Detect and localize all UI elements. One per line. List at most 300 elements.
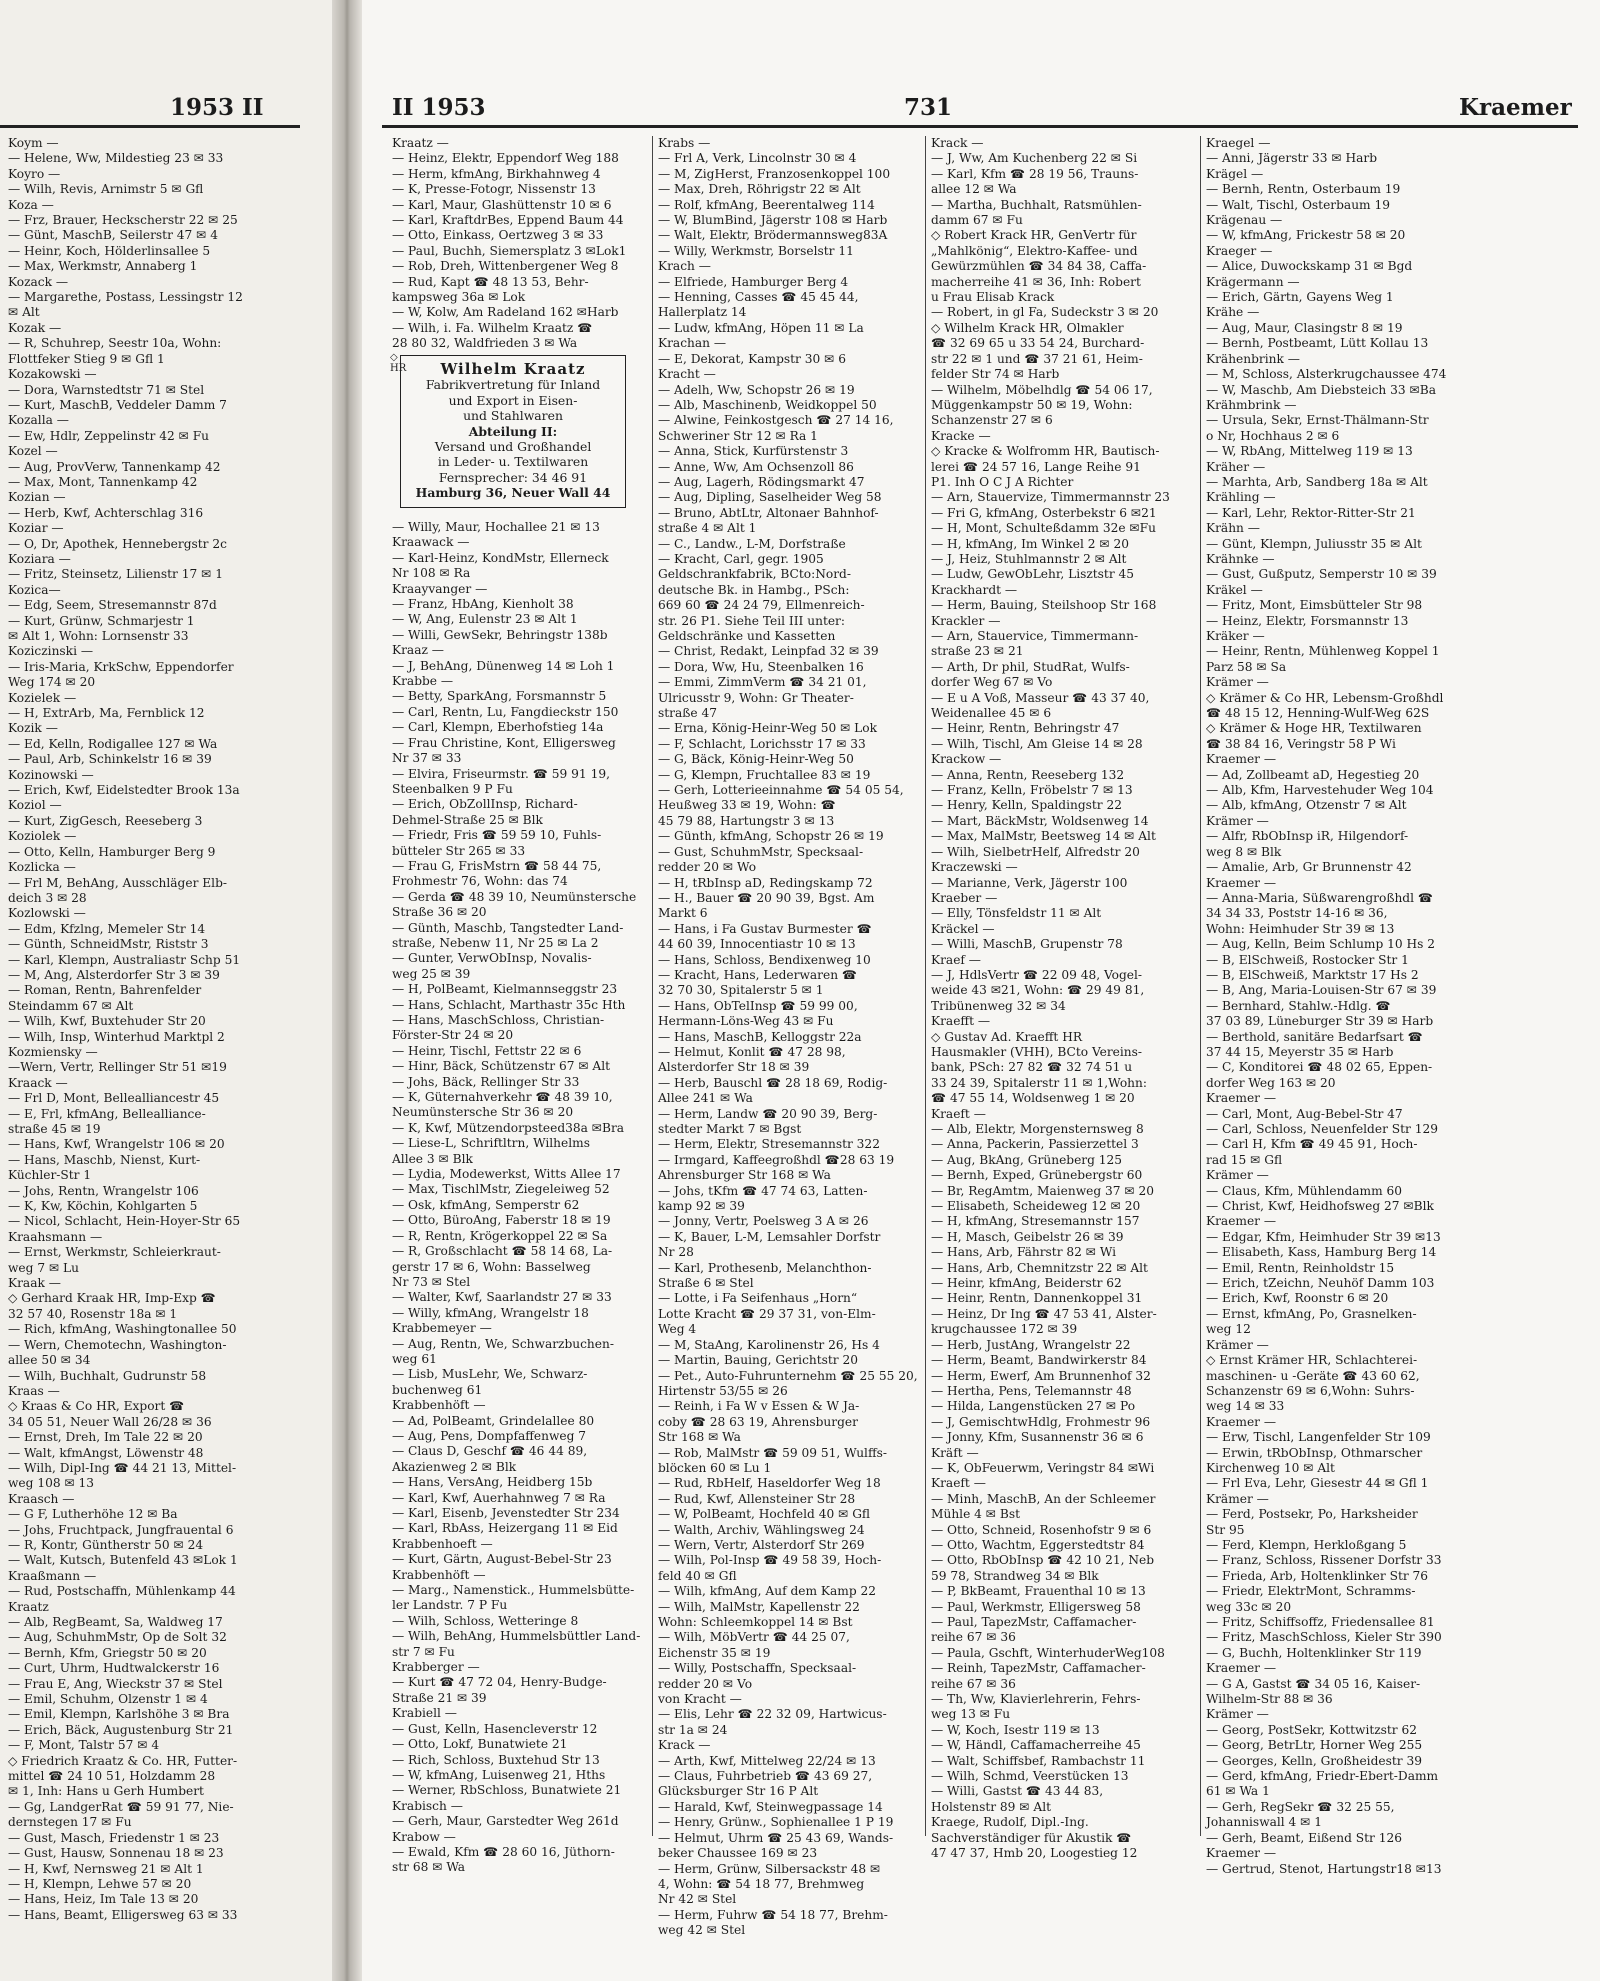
directory-entry: straße 4 ✉ Alt 1 (658, 521, 757, 536)
directory-entry: bank, PSch: 27 82 ☎ 32 74 51 u (931, 1060, 1133, 1075)
directory-entry: Kräckel — (931, 921, 995, 936)
directory-entry: — Friedr, Fris ☎ 59 59 10, Fuhls- (392, 828, 602, 843)
directory-entry: — J, BehAng, Dünenweg 14 ✉ Loh 1 (392, 658, 615, 673)
directory-entry: ler Landstr. 7 P Fu (392, 1598, 508, 1613)
directory-entry: weg 13 ✉ Fu (931, 1707, 1011, 1722)
directory-entry: — Gertrud, Stenot, Hartungstr18 ✉13 (1206, 1861, 1442, 1876)
directory-entry: dernstegen 17 ✉ Fu (8, 1815, 132, 1830)
directory-entry: — Max, MalMstr, Beetsweg 14 ✉ Alt (931, 829, 1156, 844)
directory-entry: Flottfeker Stieg 9 ✉ Gfl 1 (8, 351, 165, 366)
directory-entry: 33 24 39, Spitalerstr 11 ✉ 1,Wohn: (931, 1075, 1147, 1090)
directory-entry: — Emil, Schuhm, Olzenstr 1 ✉ 4 (8, 1692, 208, 1707)
directory-entry: Kraeft — (931, 1106, 986, 1121)
directory-entry: Kozak — (8, 320, 62, 335)
directory-entry: — Gust, Masch, Friedenstr 1 ✉ 23 (8, 1830, 220, 1845)
directory-entry: beker Chaussee 169 ✉ 23 (658, 1846, 818, 1861)
directory-entry: — Walt, Tischl, Osterbaum 19 (1206, 197, 1390, 212)
directory-entry: — Ernst, Dreh, Im Tale 22 ✉ 20 (8, 1430, 203, 1445)
directory-entry: — G F, Lutherhöhe 12 ✉ Ba (8, 1507, 178, 1522)
directory-entry: — Rud, Kapt ☎ 48 13 53, Behr- (392, 274, 589, 289)
directory-entry: — Helmut, Konlit ☎ 47 28 98, (658, 1044, 846, 1059)
directory-entry: — Gerh, Beamt, Eißend Str 126 (1206, 1830, 1402, 1845)
directory-entry: — W, BlumBind, Jägerstr 108 ✉ Harb (658, 213, 888, 228)
directory-entry: — Herm, Elektr, Stresemannstr 322 (658, 1137, 880, 1152)
directory-entry: Kozinowski — (8, 767, 94, 782)
directory-entry: — Willy, Werkmstr, Borselstr 11 (658, 243, 854, 258)
directory-entry: — Heinr, Tischl, Fettstr 22 ✉ 6 (392, 1043, 582, 1058)
directory-entry: Koym — (8, 136, 59, 150)
directory-entry: — Reinh, TapezMstr, Caffamacher- (931, 1661, 1146, 1676)
directory-entry: — Otto, Kelln, Hamburger Berg 9 (8, 844, 216, 859)
directory-entry: — Wern, Vertr, Alsterdorf Str 269 (658, 1537, 865, 1552)
directory-entry: — Paul, Buchh, Siemersplatz 3 ✉Lok1 (392, 243, 627, 258)
directory-entry: Weg 4 (658, 1322, 697, 1337)
directory-entry: — Hinr, Bäck, Schützenstr 67 ✉ Alt (392, 1059, 611, 1074)
ad-line-1: Fabrikvertretung für Inland (425, 377, 601, 393)
directory-entry: — Hans, Arb, Chemnitzstr 22 ✉ Alt (931, 1260, 1148, 1275)
directory-entry: — Liese-L, Schriftltrn, Wilhelms (392, 1136, 590, 1151)
directory-entry: Steenbalken 9 P Fu (392, 781, 513, 796)
directory-entry: ◇ Robert Krack HR, GenVertr für (931, 228, 1137, 243)
directory-entry: str 1a ✉ 24 (658, 1722, 728, 1737)
directory-entry: buchenweg 61 (392, 1382, 483, 1397)
column-1-top (392, 136, 682, 351)
directory-entry: Markt 6 (658, 906, 708, 921)
kraatz-advertisement (400, 355, 626, 508)
directory-entry: — Rich, Schloss, Buxtehud Str 13 (392, 1752, 600, 1767)
page-number: 731 (904, 94, 953, 121)
directory-entry: straße 45 ✉ 19 (8, 1122, 101, 1136)
directory-entry: — Max, Werkmstr, Annaberg 1 (8, 259, 198, 274)
directory-entry: — Helmut, Uhrm ☎ 25 43 69, Wands- (658, 1830, 894, 1845)
directory-entry: — Wilh, MöbVertr ☎ 44 25 07, (658, 1630, 850, 1645)
directory-entry: — Heinz, Elektr, Forsmannstr 13 (1206, 613, 1409, 628)
directory-entry: — Henning, Casses ☎ 45 45 44, (658, 290, 859, 305)
directory-entry: — Ewald, Kfm ☎ 28 60 16, Jüthorn- (392, 1844, 615, 1859)
directory-entry: von Kracht — (658, 1692, 742, 1707)
directory-entry: Krämer — (1206, 1168, 1269, 1183)
directory-entry: Kraasch — (8, 1491, 75, 1506)
directory-entry: — G A, Gastst ☎ 34 05 16, Kaiser- (1206, 1676, 1421, 1691)
directory-entry: Str 95 (1206, 1522, 1245, 1537)
directory-entry: — M, ZigHerst, Franzosenkoppel 100 (658, 166, 891, 181)
directory-entry: — Ew, Hdlr, Zeppelinstr 42 ✉ Fu (8, 428, 210, 443)
directory-entry: — Willi, Gastst ☎ 43 44 83, (931, 1784, 1104, 1799)
directory-entry: — M, StaAng, Karolinenstr 26, Hs 4 (658, 1337, 880, 1352)
directory-entry: — Gust, Kelln, Hasencleverstr 12 (392, 1721, 598, 1736)
directory-entry: — Karl, Maur, Glashüttenstr 10 ✉ 6 (392, 197, 612, 212)
directory-entry: straße 47 (658, 706, 717, 721)
directory-entry: Neumünstersche Str 36 ✉ 20 (392, 1105, 574, 1120)
directory-entry: — R, Rentn, Krögerkoppel 22 ✉ Sa (392, 1228, 608, 1243)
directory-entry: — M, Schloss, Alsterkrugchaussee 474 (1206, 367, 1447, 382)
directory-entry: — Fritz, Mont, Eimsbütteler Str 98 (1206, 598, 1423, 613)
directory-entry: — Erich, Gärtn, Gayens Weg 1 (1206, 290, 1394, 305)
directory-entry: — Claus, Fuhrbetrieb ☎ 43 69 27, (658, 1769, 873, 1784)
directory-entry: Holstenstr 89 ✉ Alt (931, 1799, 1051, 1814)
directory-entry: Kraegel — (1206, 136, 1271, 150)
directory-entry: Kraahsmann — (8, 1229, 103, 1244)
directory-entry: Kozlowski — (8, 906, 86, 921)
directory-entry: Hallerplatz 14 (658, 305, 747, 320)
directory-entry: Mühle 4 ✉ Bst (931, 1507, 1020, 1522)
directory-entry: — Hans, Schlacht, Marthastr 35c Hth (392, 997, 626, 1012)
directory-entry: — Johs, Fruchtpack, Jungfrauental 6 (8, 1522, 234, 1537)
directory-entry: Kraemer — (1206, 1214, 1277, 1229)
directory-entry: — K, ObFeuerwm, Veringstr 84 ✉Wi (931, 1460, 1155, 1475)
directory-entry: — Georg, PostSekr, Kottwitzstr 62 (1206, 1722, 1418, 1737)
directory-entry: — Claus D, Geschf ☎ 46 44 89, (392, 1444, 588, 1459)
directory-entry: — Franz, Kelln, Fröbelstr 7 ✉ 13 (931, 783, 1133, 798)
directory-entry: damm 67 ✉ Fu (931, 213, 1023, 228)
directory-entry: — Wilh, Schloss, Wetteringe 8 (392, 1613, 579, 1628)
directory-entry: — Heinr, kfmAng, Beiderstr 62 (931, 1276, 1122, 1291)
directory-entry: kamp 92 ✉ 39 (658, 1199, 745, 1214)
directory-entry: — Edm, Kfzlng, Memeler Str 14 (8, 921, 206, 936)
directory-entry: — Willy, kfmAng, Wrangelstr 18 (392, 1305, 589, 1320)
directory-entry: — Karl, RbAss, Heizergang 11 ✉ Eid (392, 1521, 618, 1536)
directory-entry: — Th, Ww, Klavierlehrerin, Fehrs- (931, 1692, 1141, 1707)
directory-entry: — Br, RegAmtm, Maienweg 37 ✉ 20 (931, 1183, 1155, 1198)
directory-entry: — Karl, Kwf, Auerhahnweg 7 ✉ Ra (392, 1490, 606, 1505)
directory-entry: ✉ Alt 1, Wohn: Lornsenstr 33 (8, 629, 189, 643)
directory-entry: — Reinh, i Fa W v Essen & W Ja- (658, 1399, 860, 1414)
directory-entry: ☎ 48 15 12, Henning-Wulf-Weg 62S (1206, 706, 1430, 721)
directory-entry: Krabberger — (392, 1660, 480, 1675)
directory-entry: Krähmbrink — (1206, 397, 1297, 412)
directory-entry: — Aug, Dipling, Saselheider Weg 58 (658, 490, 882, 505)
directory-entry: rad 15 ✉ Gfl (1206, 1152, 1283, 1167)
directory-entry: — Willy, Postschaffn, Specksaal- (658, 1661, 857, 1676)
directory-entry: — Elfriede, Hamburger Berg 4 (658, 274, 849, 289)
directory-entry: — Martha, Buchhalt, Ratsmühlen- (931, 197, 1142, 212)
directory-entry: — Margarethe, Postass, Lessingstr 12 (8, 290, 243, 305)
directory-entry: — Elisabeth, Kass, Hamburg Berg 14 (1206, 1245, 1437, 1260)
directory-entry: weg 108 ✉ 13 (8, 1476, 95, 1491)
directory-entry: — C, Konditorei ☎ 48 02 65, Eppen- (1206, 1060, 1433, 1075)
left-header-rule (0, 125, 300, 128)
directory-entry: — Rud, RbHelf, Haseldorfer Weg 18 (658, 1476, 881, 1491)
directory-entry: — Kurt, ZigGesch, Reeseberg 3 (8, 813, 203, 828)
directory-entry: — Helene, Ww, Mildestieg 23 ✉ 33 (8, 151, 224, 166)
right-header-rule (382, 125, 1578, 128)
directory-entry: dorfer Weg 163 ✉ 20 (1206, 1075, 1336, 1090)
directory-entry: weg 25 ✉ 39 (392, 966, 471, 981)
directory-entry: Schanzenstr 27 ✉ 6 (931, 413, 1053, 428)
directory-entry: — G, Buchh, Holtenklinker Str 119 (1206, 1645, 1422, 1660)
directory-entry: — Karl, KraftdrBes, Eppend Baum 44 (392, 213, 624, 228)
directory-entry: — Rob, MalMstr ☎ 59 09 51, Wulffs- (658, 1445, 887, 1460)
directory-entry: Kraczewski — (931, 860, 1018, 875)
directory-entry: Krabbenhöft — (392, 1398, 486, 1413)
directory-entry: weg 61 (392, 1351, 437, 1366)
directory-entry: — Wilh, Schmd, Veerstücken 13 (931, 1769, 1129, 1784)
directory-entry: — Erich, Bäck, Augustenburg Str 21 (8, 1722, 234, 1737)
directory-entry: — Rich, kfmAng, Washingtonallee 50 (8, 1322, 237, 1337)
directory-entry: Weidenallee 45 ✉ 6 (931, 706, 1052, 721)
directory-entry: — Arn, Stauervice, Timmermann- (931, 629, 1139, 643)
directory-entry: — Minh, MaschB, An der Schleemer (931, 1491, 1156, 1506)
directory-entry: — O, Dr, Apothek, Hennebergstr 2c (8, 536, 227, 551)
directory-entry: Kräkel — (1206, 582, 1263, 597)
directory-entry: — Herb, Bauschl ☎ 28 18 69, Rodig- (658, 1075, 888, 1090)
directory-entry: — Frl A, Verk, Lincolnstr 30 ✉ 4 (658, 151, 857, 166)
directory-entry: — Lotte, i Fa Seifenhaus „Horn“ (658, 1291, 858, 1306)
directory-entry: — H, Kwf, Nernsweg 21 ✉ Alt 1 (8, 1861, 204, 1876)
directory-entry: — Alb, Elektr, Morgensternsweg 8 (931, 1122, 1144, 1136)
directory-entry: Kraemer — (1206, 875, 1277, 890)
directory-entry: — Willi, MaschB, Grupenstr 78 (931, 937, 1123, 952)
directory-entry: Kräft — (931, 1445, 979, 1460)
directory-entry: — Amalie, Arb, Gr Brunnenstr 42 (1206, 860, 1412, 875)
directory-entry: — Arth, Dr phil, StudRat, Wulfs- (931, 659, 1130, 674)
directory-entry: 28 80 32, Waldfrieden 3 ✉ Wa (392, 336, 578, 351)
directory-entry: 37 44 15, Meyerstr 35 ✉ Harb (1206, 1044, 1394, 1059)
directory-entry: — Anni, Jägerstr 33 ✉ Harb (1206, 151, 1378, 166)
directory-entry: — Lydia, Modewerkst, Witts Allee 17 (392, 1167, 621, 1182)
directory-entry: — Ad, Zollbeamt aD, Hegestieg 20 (1206, 767, 1420, 782)
directory-entry: — Gerda ☎ 48 39 10, Neumünstersche (392, 889, 637, 904)
directory-entry: reihe 67 ✉ 36 (931, 1630, 1016, 1645)
directory-entry: Krämer — (1206, 1707, 1269, 1722)
directory-entry: ◇ Kracke & Wolfromm HR, Bautisch- (931, 444, 1160, 459)
directory-entry: Krabs — (658, 136, 711, 150)
directory-entry: — Arn, Stauervize, Timmermannstr 23 (931, 490, 1170, 505)
directory-entry: Kozmiensky — (8, 1044, 98, 1059)
directory-entry: — Gust, Hausw, Sonnenau 18 ✉ 23 (8, 1846, 224, 1861)
directory-entry: allee 50 ✉ 34 (8, 1353, 91, 1368)
directory-entry: — Gust, SchuhmMstr, Specksaal- (658, 844, 864, 859)
directory-entry: coby ☎ 28 63 19, Ahrensburger (658, 1414, 858, 1429)
directory-entry: — H, kfmAng, Im Winkel 2 ✉ 20 (931, 536, 1129, 551)
directory-entry: — Heinr, Koch, Hölderlinsallee 5 (8, 243, 211, 258)
directory-entry: Ahrensburger Str 168 ✉ Wa (658, 1168, 831, 1183)
directory-entry: — Frz, Brauer, Heckscherstr 22 ✉ 25 (8, 213, 238, 228)
directory-entry: — Aug, Kelln, Beim Schlump 10 Hs 2 (1206, 937, 1436, 952)
directory-entry: mittel ☎ 24 10 51, Holzdamm 28 (8, 1769, 216, 1784)
directory-entry: — B, ElSchweiß, Rostocker Str 1 (1206, 952, 1409, 967)
directory-entry: Nr 42 ✉ Stel (658, 1892, 737, 1907)
directory-entry: — Gerh, Maur, Garstedter Weg 261d (392, 1814, 619, 1829)
directory-entry: redder 20 ✉ Vo (658, 1676, 753, 1691)
directory-entry: — Heinz, Elektr, Eppendorf Weg 188 (392, 151, 619, 166)
directory-entry: — Alfr, RbObInsp iR, Hilgendorf- (1206, 829, 1409, 844)
directory-entry: Kräker — (1206, 629, 1265, 643)
directory-entry: — Pet., Auto-Fuhrunternehm ☎ 25 55 20, (658, 1368, 918, 1383)
directory-entry: Koza — (8, 197, 54, 212)
directory-entry: — W, RbAng, Mittelweg 119 ✉ 13 (1206, 444, 1413, 459)
directory-entry: —Wern, Vertr, Rellinger Str 51 ✉19 (8, 1060, 227, 1075)
directory-entry: Sachverständiger für Akustik ☎ (931, 1830, 1132, 1845)
directory-entry: Krabiell — (392, 1706, 457, 1721)
directory-entry: Johanniswall 4 ✉ 1 (1206, 1815, 1323, 1830)
directory-entry: — Ursula, Sekr, Ernst-Thälmann-Str (1206, 413, 1429, 428)
directory-entry: — Jonny, Kfm, Susannenstr 36 ✉ 6 (931, 1430, 1144, 1445)
directory-entry: — Karl-Heinz, KondMstr, Ellerneck (392, 550, 609, 565)
directory-entry: Kozack — (8, 274, 69, 289)
directory-entry: Wohn: Schleemkoppel 14 ✉ Bst (658, 1615, 853, 1629)
right-page-header-left: II 1953 (392, 94, 486, 121)
directory-entry: Allee 241 ✉ Wa (658, 1091, 753, 1106)
directory-entry: — Bernh, Rentn, Osterbaum 19 (1206, 182, 1401, 197)
directory-entry: Küchler-Str 1 (8, 1168, 92, 1183)
directory-entry: — W, Ang, Eulenstr 23 ✉ Alt 1 (392, 612, 578, 627)
directory-entry: — Günth, Maschb, Tangstedter Land- (392, 920, 624, 935)
directory-entry: — Aug, BkAng, Grüneberg 125 (931, 1152, 1123, 1167)
directory-entry: Krabbenhoeft — (392, 1536, 493, 1551)
directory-entry: — Nicol, Schlacht, Hein-Hoyer-Str 65 (8, 1214, 241, 1229)
directory-entry: — Fritz, Steinsetz, Lilienstr 17 ✉ 1 (8, 567, 223, 582)
directory-entry: — Roman, Rentn, Bahrenfelder (8, 983, 202, 998)
directory-entry: Tribünenweg 32 ✉ 34 (931, 998, 1066, 1013)
directory-entry: Kozian — (8, 490, 66, 505)
directory-entry: — Edg, Seem, Stresemannstr 87d (8, 598, 217, 613)
directory-entry: — Erich, tZeichn, Neuhöf Damm 103 (1206, 1276, 1435, 1291)
column-4 (1200, 136, 1592, 1876)
directory-entry: weg 12 (1206, 1322, 1251, 1337)
directory-entry: reihe 67 ✉ 36 (931, 1676, 1016, 1691)
directory-entry: ◇ Wilhelm Krack HR, Olmakler (931, 320, 1124, 335)
directory-entry: — Anna, Stick, Kurfürstenstr 3 (658, 444, 849, 459)
directory-entry: — F, Schlacht, Lorichsstr 17 ✉ 33 (658, 736, 866, 751)
directory-entry: 45 79 88, Hartungstr 3 ✉ 13 (658, 813, 835, 828)
directory-entry: — Wilh, MalMstr, Kapellenstr 22 (658, 1599, 860, 1614)
directory-entry: Allee 3 ✉ Blk (392, 1151, 473, 1166)
directory-entry: — Wilh, i. Fa. Wilhelm Kraatz ☎ (392, 320, 593, 335)
directory-entry: Krägermann — (1206, 274, 1300, 289)
directory-entry: — Fritz, MaschSchloss, Kieler Str 390 (1206, 1630, 1442, 1645)
directory-entry: — Max, TischlMstr, Ziegeleiweg 52 (392, 1182, 610, 1197)
directory-entry: deutsche Bk. in Hambg., PSch: (658, 582, 850, 597)
directory-entry: Kraege, Rudolf, Dipl.-Ing. (931, 1815, 1089, 1830)
directory-entry: ☎ 32 69 65 u 33 54 24, Burchard- (931, 336, 1145, 351)
directory-entry: — Gerh, RegSekr ☎ 32 25 55, (1206, 1799, 1395, 1814)
directory-entry: Kracht — (658, 367, 716, 382)
directory-entry: — Herm, Bauing, Steilshoop Str 168 (931, 598, 1157, 613)
directory-entry: — H, tRbInsp aD, Redingskamp 72 (658, 875, 873, 890)
directory-entry: ◇ Kraas & Co HR, Export ☎ (8, 1399, 185, 1414)
directory-entry: deich 3 ✉ 28 (8, 890, 87, 905)
directory-entry: — Ferd, Postsekr, Po, Harksheider (1206, 1507, 1418, 1522)
directory-entry: 32 57 40, Rosenstr 18a ✉ 1 (8, 1306, 178, 1321)
directory-entry: Koziolek — (8, 829, 77, 844)
directory-entry: Wohn: Heimhuder Str 39 ✉ 13 (1206, 921, 1395, 936)
directory-entry: — Kurt, Gärtn, August-Bebel-Str 23 (392, 1552, 612, 1567)
directory-entry: — Walter, Kwf, Saarlandstr 27 ✉ 33 (392, 1290, 612, 1305)
directory-entry: 44 60 39, Innocentiastr 10 ✉ 13 (658, 937, 856, 952)
directory-entry: 47 47 37, Hmb 20, Loogestieg 12 (931, 1846, 1138, 1861)
ad-hr-mark: ◇ HR (390, 352, 407, 374)
directory-entry: — Frieda, Arb, Holtenklinker Str 76 (1206, 1568, 1429, 1583)
directory-entry: redder 20 ✉ Wo (658, 860, 757, 875)
directory-entry: Koyro — (8, 166, 61, 181)
directory-entry: — Curt, Uhrm, Hudtwalckerstr 16 (8, 1661, 220, 1676)
directory-entry: — Marg., Namenstick., Hummelsbütte- (392, 1583, 635, 1598)
directory-entry: — K, Bauer, L-M, Lemsahler Dorfstr (658, 1229, 881, 1244)
directory-entry: Straße 21 ✉ 39 (392, 1690, 487, 1705)
directory-entry: — Hans, Maschb, Nienst, Kurt- (8, 1152, 201, 1167)
directory-entry: — Kracht, Hans, Lederwaren ☎ (658, 967, 858, 982)
directory-entry: Kraaz — (392, 643, 444, 658)
directory-entry: Nr 28 (658, 1245, 694, 1260)
directory-entry: Kraeber — (931, 890, 998, 905)
directory-entry: — Günt, MaschB, Seilerstr 47 ✉ 4 (8, 228, 218, 243)
directory-entry: — Bernh, Postbeamt, Lütt Kollau 13 (1206, 336, 1429, 351)
directory-entry: „Mahlkönig“, Elektro-Kaffee- und (931, 243, 1138, 258)
directory-entry: — Günth, SchneidMstr, Riststr 3 (8, 937, 209, 952)
directory-entry: — Max, Dreh, Röhrigstr 22 ✉ Alt (658, 182, 861, 197)
directory-entry: — Friedr, ElektrMont, Schramms- (1206, 1584, 1416, 1599)
directory-entry: ◇ Krämer & Hoge HR, Textilwaren (1206, 721, 1422, 736)
directory-entry: Krack — (658, 1738, 711, 1753)
directory-entry: gerstr 17 ✉ 6, Wohn: Basselweg (392, 1259, 591, 1274)
directory-entry: — Wilh, Buchhalt, Gudrunstr 58 (8, 1368, 207, 1383)
directory-entry: — Emil, Rentn, Reinholdstr 15 (1206, 1260, 1395, 1275)
directory-entry: — Kurt ☎ 47 72 04, Henry-Budge- (392, 1675, 607, 1690)
directory-entry: Krachan — (658, 336, 727, 351)
directory-entry: Kraemer — (1206, 1846, 1277, 1861)
directory-entry: Straße 6 ✉ Stel (658, 1276, 754, 1291)
directory-entry: — Osk, kfmAng, Semperstr 62 (392, 1197, 580, 1212)
directory-entry: Koziar — (8, 521, 64, 536)
directory-entry: — Herb, Kwf, Achterschlag 316 (8, 505, 204, 520)
directory-entry: Koziol — (8, 798, 62, 813)
directory-entry: — Wilh, Tischl, Am Gleise 14 ✉ 28 (931, 736, 1143, 751)
directory-entry: — Hans, Arb, Fährstr 82 ✉ Wi (931, 1245, 1117, 1260)
directory-entry: — Karl, Kfm ☎ 28 19 56, Trauns- (931, 166, 1139, 181)
directory-entry: Krackow — (931, 752, 1002, 767)
directory-entry: — Alb, RegBeamt, Sa, Waldweg 17 (8, 1615, 223, 1629)
directory-entry: 34 05 51, Neuer Wall 26/28 ✉ 36 (8, 1414, 212, 1429)
directory-entry: — Herm, Landw ☎ 20 90 39, Berg- (658, 1106, 878, 1121)
directory-entry: — Heinr, Rentn, Mühlenweg Koppel 1 (1206, 644, 1440, 659)
ad-phone: Fernsprecher: 34 46 91 (438, 469, 588, 485)
directory-entry: — Erich, Kwf, Eidelstedter Brook 13a (8, 783, 240, 798)
directory-entry: Koziczinski — (8, 644, 94, 659)
directory-entry: — Wilh, Revis, Arnimstr 5 ✉ Gfl (8, 182, 204, 197)
directory-entry: — Aug, ProvVerw, Tannenkamp 42 (8, 459, 221, 474)
left-page (0, 0, 332, 1981)
directory-entry: — Otto, RbObInsp ☎ 42 10 21, Neb (931, 1553, 1155, 1568)
directory-entry: straße, Nebenw 11, Nr 25 ✉ La 2 (392, 935, 599, 950)
directory-entry: — Hans, Kwf, Wrangelstr 106 ✉ 20 (8, 1137, 225, 1152)
directory-entry: — Wilh, kfmAng, Auf dem Kamp 22 (658, 1584, 877, 1599)
directory-entry: Kraefft — (931, 1014, 991, 1029)
directory-entry: — Heinz, Dr Ing ☎ 47 53 41, Alster- (931, 1306, 1157, 1321)
directory-entry: — Bernh, Exped, Grünebergstr 60 (931, 1168, 1143, 1183)
directory-entry: — Erw, Tischl, Langenfelder Str 109 (1206, 1430, 1431, 1445)
directory-entry: — Ferd, Klempn, Herkloßgang 5 (1206, 1537, 1407, 1552)
directory-entry: — Claus, Kfm, Mühlendamm 60 (1206, 1183, 1403, 1198)
directory-entry: 32 70 30, Spitalerstr 5 ✉ 1 (658, 983, 824, 998)
directory-entry: 34 34 33, Poststr 14-16 ✉ 36, (1206, 906, 1388, 921)
directory-entry: Krack — (931, 136, 984, 150)
directory-entry: — Bernh, Kfm, Griegstr 50 ✉ 20 (8, 1645, 207, 1660)
directory-entry: 4, Wohn: ☎ 54 18 77, Brehmweg (658, 1876, 865, 1891)
directory-entry: — Wilh, BehAng, Hummelsbüttler Land- (392, 1629, 641, 1644)
directory-entry: Kirchenweg 10 ✉ Alt (1206, 1460, 1335, 1475)
directory-entry: Kraayvanger — (392, 581, 488, 596)
directory-entry: Glücksburger Str 16 P Alt (658, 1784, 819, 1799)
directory-entry: — Hilda, Langenstücken 27 ✉ Po (931, 1399, 1136, 1414)
directory-entry: Nr 37 ✉ 33 (392, 751, 462, 766)
directory-entry: — Otto, BüroAng, Faberstr 18 ✉ 19 (392, 1213, 611, 1228)
directory-entry: — Rud, Kwf, Allensteiner Str 28 (658, 1491, 856, 1506)
directory-entry: — W, Händl, Caffamacherreihe 45 (931, 1738, 1141, 1753)
directory-entry: — H., Bauer ☎ 20 90 39, Bgst. Am (658, 890, 875, 905)
directory-entry: Kraemer — (1206, 1414, 1277, 1429)
directory-entry: — Otto, Schneid, Rosenhofstr 9 ✉ 6 (931, 1522, 1152, 1537)
